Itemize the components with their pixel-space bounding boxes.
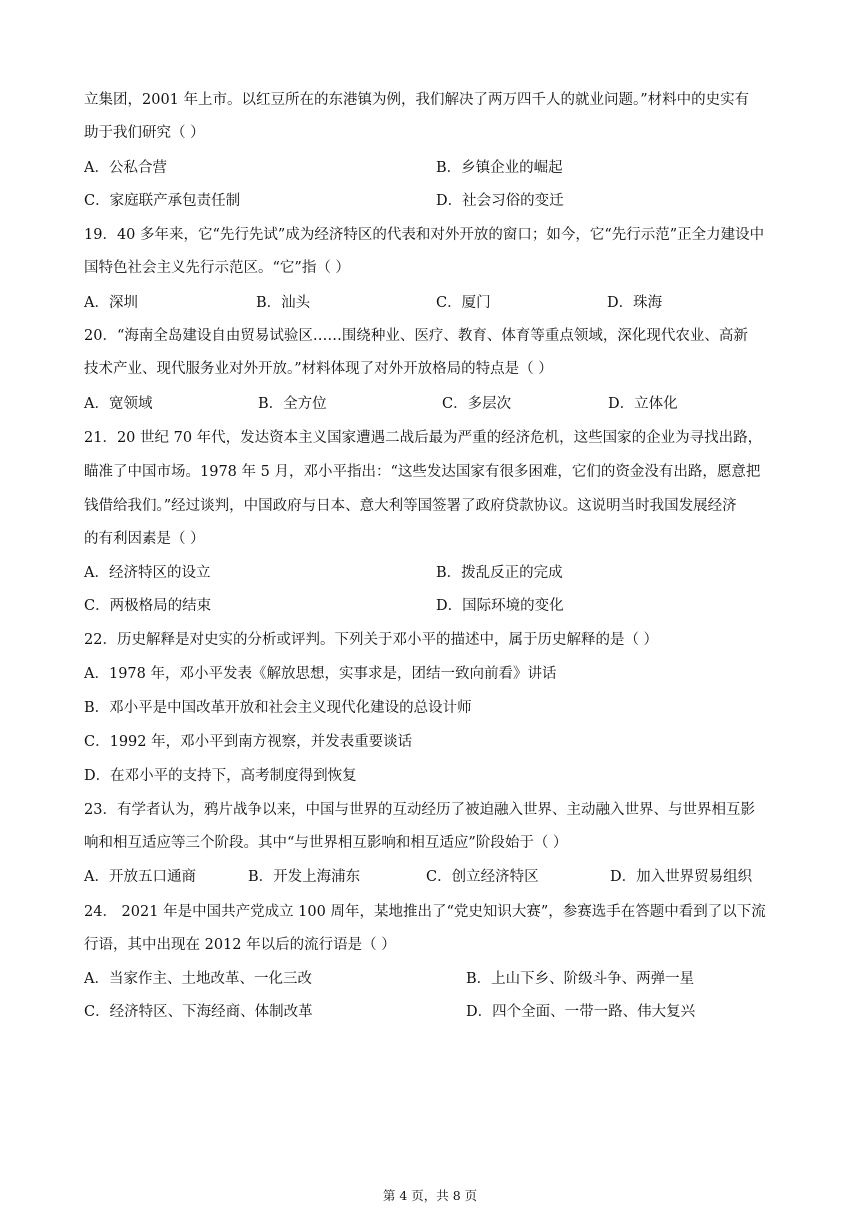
q19-option-a[interactable]: A．深圳 [84,295,138,311]
q24-option-d[interactable]: D．四个全面、一带一路、伟大复兴 [466,1004,696,1020]
q21-option-d[interactable]: D．国际环境的变化 [436,598,564,614]
q21-stem-line-3: 钱借给我们。”经过谈判，中国政府与日本、意大利等国签署了政府贷款协议。这说明当时我国发展经济 [84,498,737,514]
q18-option-d[interactable]: D．社会习俗的变迁 [436,193,564,209]
q23-stem-line-2: 响和相互适应等三个阶段。其中“与世界相互影响和相互适应”阶段始于（ ） [84,835,568,851]
q22-option-b[interactable]: B．邓小平是中国改革开放和社会主义现代化建设的总设计师 [84,700,472,716]
q19-option-b[interactable]: B．汕头 [256,295,311,311]
q21-stem-line-1: 21．20 世纪 70 年代，发达资本主义国家遭遇二战后最为严重的经济危机，这些国家的企业为寻找出路， [84,430,763,446]
q20-option-c[interactable]: C．多层次 [442,396,512,412]
q19-option-c[interactable]: C．厦门 [436,295,491,311]
q24-stem-line-1: 24． 2021 年是中国共产党成立 100 周年，某地推出了“党史知识大赛”，参赛选手在答题中看到了以下流 [84,904,766,920]
q19-stem-line-1: 19．40 多年来，它“先行先试”成为经济特区的代表和对外开放的窗口；如今，它“先行示范”正全力建设中 [84,227,765,243]
q24-option-b[interactable]: B．上山下乡、阶级斗争、两弹一星 [466,971,695,987]
q19-stem-line-2: 国特色社会主义先行示范区。“它”指（ ） [84,260,350,276]
q23-option-c[interactable]: C．创立经济特区 [426,869,539,885]
q18-option-c[interactable]: C．家庭联产承包责任制 [84,193,241,209]
q23-stem-line-1: 23．有学者认为，鸦片战争以来，中国与世界的互动经历了被迫融入世界、主动融入世界、与世界相互影 [84,802,755,818]
q22-option-c[interactable]: C．1992 年，邓小平到南方视察，并发表重要谈话 [84,734,413,750]
q18-stem-line-2: 助于我们研究（ ） [84,125,205,141]
q21-stem-line-4: 的有利因素是（ ） [84,531,205,547]
q24-option-a[interactable]: A．当家作主、土地改革、一化三改 [84,971,312,987]
q20-option-a[interactable]: A．宽领域 [84,396,153,412]
q20-option-b[interactable]: B．全方位 [258,396,327,412]
q20-stem-line-1: 20．“海南全岛建设自由贸易试验区……围绕种业、医疗、教育、体育等重点领域，深化现代农业、高新 [84,328,748,344]
q19-option-d[interactable]: D．珠海 [607,295,663,311]
q21-option-c[interactable]: C．两极格局的结束 [84,598,212,614]
q21-stem-line-2: 瞄准了中国市场。1978 年 5 月，邓小平指出：“这些发达国家有很多困难，它们的资金没有出路，愿意把 [84,464,761,480]
q23-option-d[interactable]: D．加入世界贸易组织 [610,869,753,885]
q23-option-b[interactable]: B．开发上海浦东 [248,869,361,885]
q21-option-a[interactable]: A．经济特区的设立 [84,565,211,581]
q23-option-a[interactable]: A．开放五口通商 [84,869,196,885]
page-number-footer: 第 4 页，共 8 页 [382,1188,478,1203]
q21-option-b[interactable]: B．拨乱反正的完成 [436,565,563,581]
q22-option-a[interactable]: A．1978 年，邓小平发表《解放思想，实事求是，团结一致向前看》讲话 [84,666,557,682]
q20-option-d[interactable]: D．立体化 [608,396,678,412]
q24-stem-line-2: 行语，其中出现在 2012 年以后的流行语是（ ） [84,937,396,953]
q24-option-c[interactable]: C．经济特区、下海经商、体制改革 [84,1004,313,1020]
q22-stem-line-1: 22．历史解释是对史实的分析或评判。下列关于邓小平的描述中，属于历史解释的是（ ） [84,632,659,648]
q18-option-a[interactable]: A．公私合营 [84,160,167,176]
q22-option-d[interactable]: D．在邓小平的支持下，高考制度得到恢复 [84,768,357,784]
q20-stem-line-2: 技术产业、现代服务业对外开放。”材料体现了对外开放格局的特点是（ ） [84,361,553,377]
q18-option-b[interactable]: B．乡镇企业的崛起 [436,160,563,176]
q18-stem-line-1: 立集团，2001 年上市。以红豆所在的东港镇为例，我们解决了两万四千人的就业问题。”材料中的史实有 [84,92,750,108]
